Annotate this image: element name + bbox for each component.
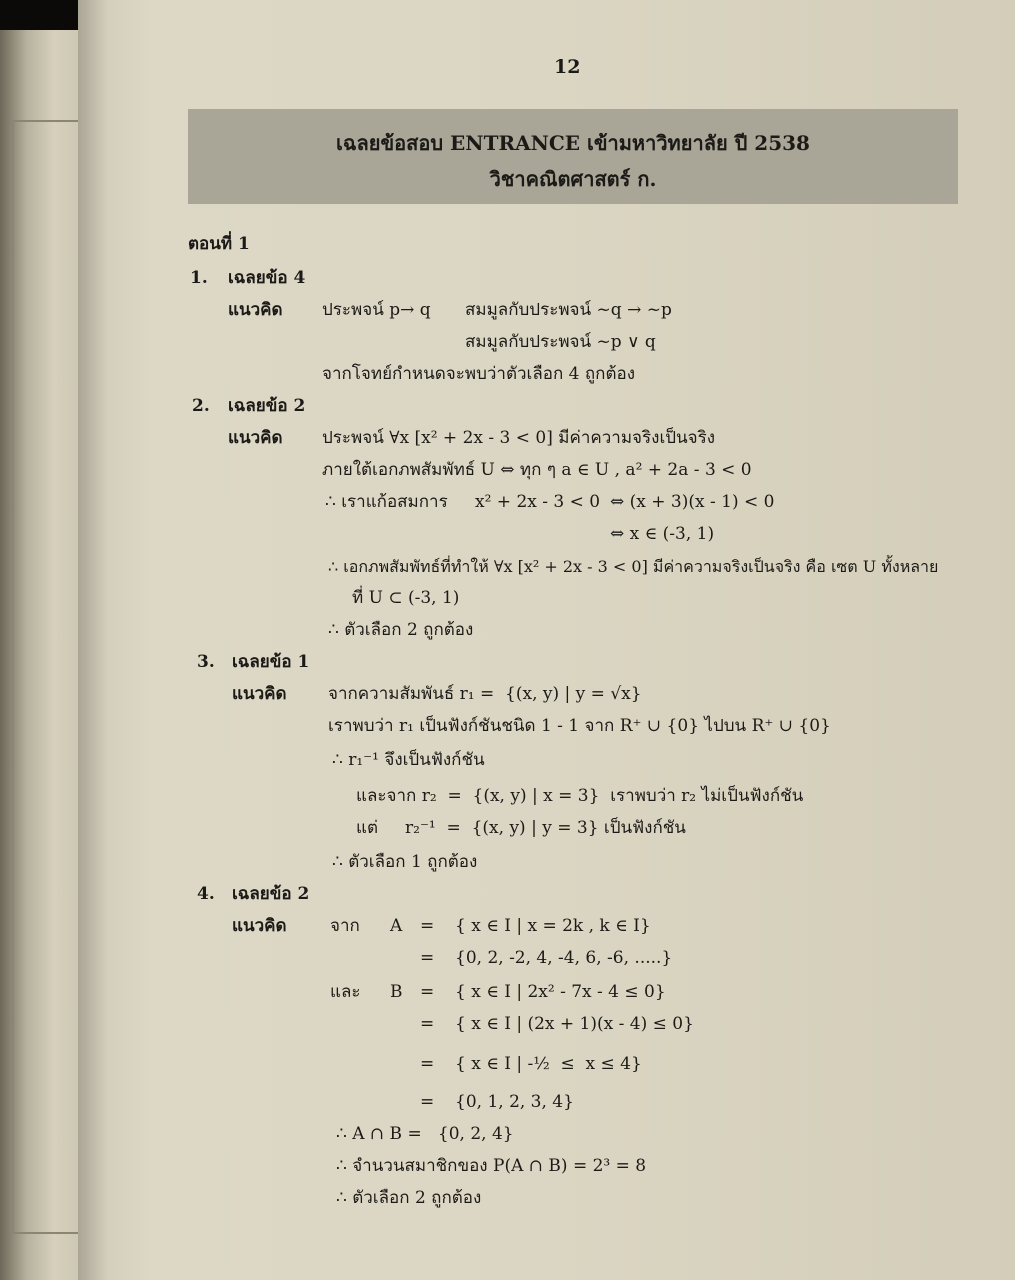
q4-concept-label: แนวคิด	[232, 916, 287, 936]
q1-concept-label: แนวคิด	[228, 300, 283, 320]
q2-answer: เฉลยข้อ 2	[228, 396, 306, 416]
q3-line1: จากความสัมพันธ์ r₁ = {(x, y) | y = √x}	[328, 684, 642, 704]
q4-b-line3: { x ∈ I | -½ ≤ x ≤ 4}	[455, 1054, 642, 1074]
q2-line1: ประพจน์ ∀x [x² + 2x - 3 < 0] มีค่าความจริงเป็นจริง	[322, 428, 716, 448]
q4-eq-1: =	[420, 916, 435, 936]
q2-line6: ที่ U ⊂ (-3, 1)	[352, 588, 460, 608]
q4-result1: ∴ A ∩ B = {0, 2, 4}	[336, 1124, 514, 1144]
q4-result2: ∴ จำนวนสมาชิกของ P(A ∩ B) = 2³ = 8	[336, 1156, 647, 1176]
q4-b-line2: { x ∈ I | (2x + 1)(x - 4) ≤ 0}	[455, 1014, 694, 1034]
q4-set-b-label: B	[390, 982, 403, 1002]
q1-number: 1.	[190, 268, 208, 288]
q2-line2: ภายใต้เอกภพสัมพัทธ์ U ⇔ ทุก ๆ a ∈ U , a² + 2a - 3 < 0	[322, 460, 752, 480]
q3-line5: แต่ r₂⁻¹ = {(x, y) | y = 3} เป็นฟังก์ชัน	[356, 818, 686, 838]
q4-answer: เฉลยข้อ 2	[232, 884, 310, 904]
q3-line4: และจาก r₂ = {(x, y) | x = 3} เราพบว่า r₂ ไม่เป็นฟังก์ชัน	[356, 786, 804, 806]
q2-line5: ∴ เอกภพสัมพัทธ์ที่ทำให้ ∀x [x² + 2x - 3 < 0] มีค่าความจริงเป็นจริง คือ เซต U ทั้งหลาย	[328, 557, 939, 576]
q4-eq-5: =	[420, 1054, 435, 1074]
q4-a-line1: { x ∈ I | x = 2k , k ∈ I}	[455, 916, 651, 936]
q1-line1a: ประพจน์ p→ q	[322, 300, 431, 320]
q4-result3: ∴ ตัวเลือก 2 ถูกต้อง	[336, 1188, 482, 1208]
page-number: 12	[554, 56, 581, 78]
q1-line3: จากโจทย์กำหนดจะพบว่าตัวเลือก 4 ถูกต้อง	[322, 364, 636, 384]
banner-title: เฉลยข้อสอบ ENTRANCE เข้ามหาวิทยาลัย ปี 2538	[336, 131, 810, 155]
q3-concept-label: แนวคิด	[232, 684, 287, 704]
q1-answer: เฉลยข้อ 4	[228, 268, 306, 288]
q2-concept-label: แนวคิด	[228, 428, 283, 448]
q3-line6: ∴ ตัวเลือก 1 ถูกต้อง	[332, 852, 478, 872]
banner-subtitle: วิชาคณิตศาสตร์ ก.	[489, 167, 657, 191]
q4-b-line4: {0, 1, 2, 3, 4}	[455, 1092, 574, 1112]
q3-number: 3.	[197, 652, 215, 672]
q4-eq-3: =	[420, 982, 435, 1002]
q2-line7: ∴ ตัวเลือก 2 ถูกต้อง	[328, 620, 474, 640]
q2-line3a: ∴ เราแก้อสมการ	[325, 492, 448, 512]
q2-line3b: x² + 2x - 3 < 0	[475, 492, 601, 512]
q2-line4: ⇔ x ∈ (-3, 1)	[610, 524, 715, 544]
q1-line2: สมมูลกับประพจน์ ~p ∨ q	[465, 332, 656, 352]
q4-from-label: จาก	[330, 916, 360, 936]
q4-a-line2: {0, 2, -2, 4, -4, 6, -6, .....}	[455, 948, 673, 968]
q3-line3: ∴ r₁⁻¹ จึงเป็นฟังก์ชัน	[332, 750, 485, 770]
q1-line1b: สมมูลกับประพจน์ ~q → ~p	[465, 300, 672, 320]
q4-eq-4: =	[420, 1014, 435, 1034]
page-gutter-shadow	[78, 0, 108, 1280]
section-heading: ตอนที่ 1	[188, 234, 250, 254]
q3-line2: เราพบว่า r₁ เป็นฟังก์ชันชนิด 1 - 1 จาก R⁺ ∪ {0} ไปบน R⁺ ∪ {0}	[328, 716, 831, 736]
q4-eq-2: =	[420, 948, 435, 968]
q4-b-line1: { x ∈ I | 2x² - 7x - 4 ≤ 0}	[455, 982, 666, 1002]
q2-number: 2.	[192, 396, 210, 416]
q3-answer: เฉลยข้อ 1	[232, 652, 310, 672]
q4-eq-6: =	[420, 1092, 435, 1112]
adjacent-page-border	[12, 120, 84, 1234]
q4-and-label: และ	[330, 982, 361, 1002]
q4-number: 4.	[197, 884, 215, 904]
q2-line3c: ⇔ (x + 3)(x - 1) < 0	[610, 492, 775, 512]
q4-set-a-label: A	[390, 916, 403, 936]
title-banner	[188, 109, 958, 204]
